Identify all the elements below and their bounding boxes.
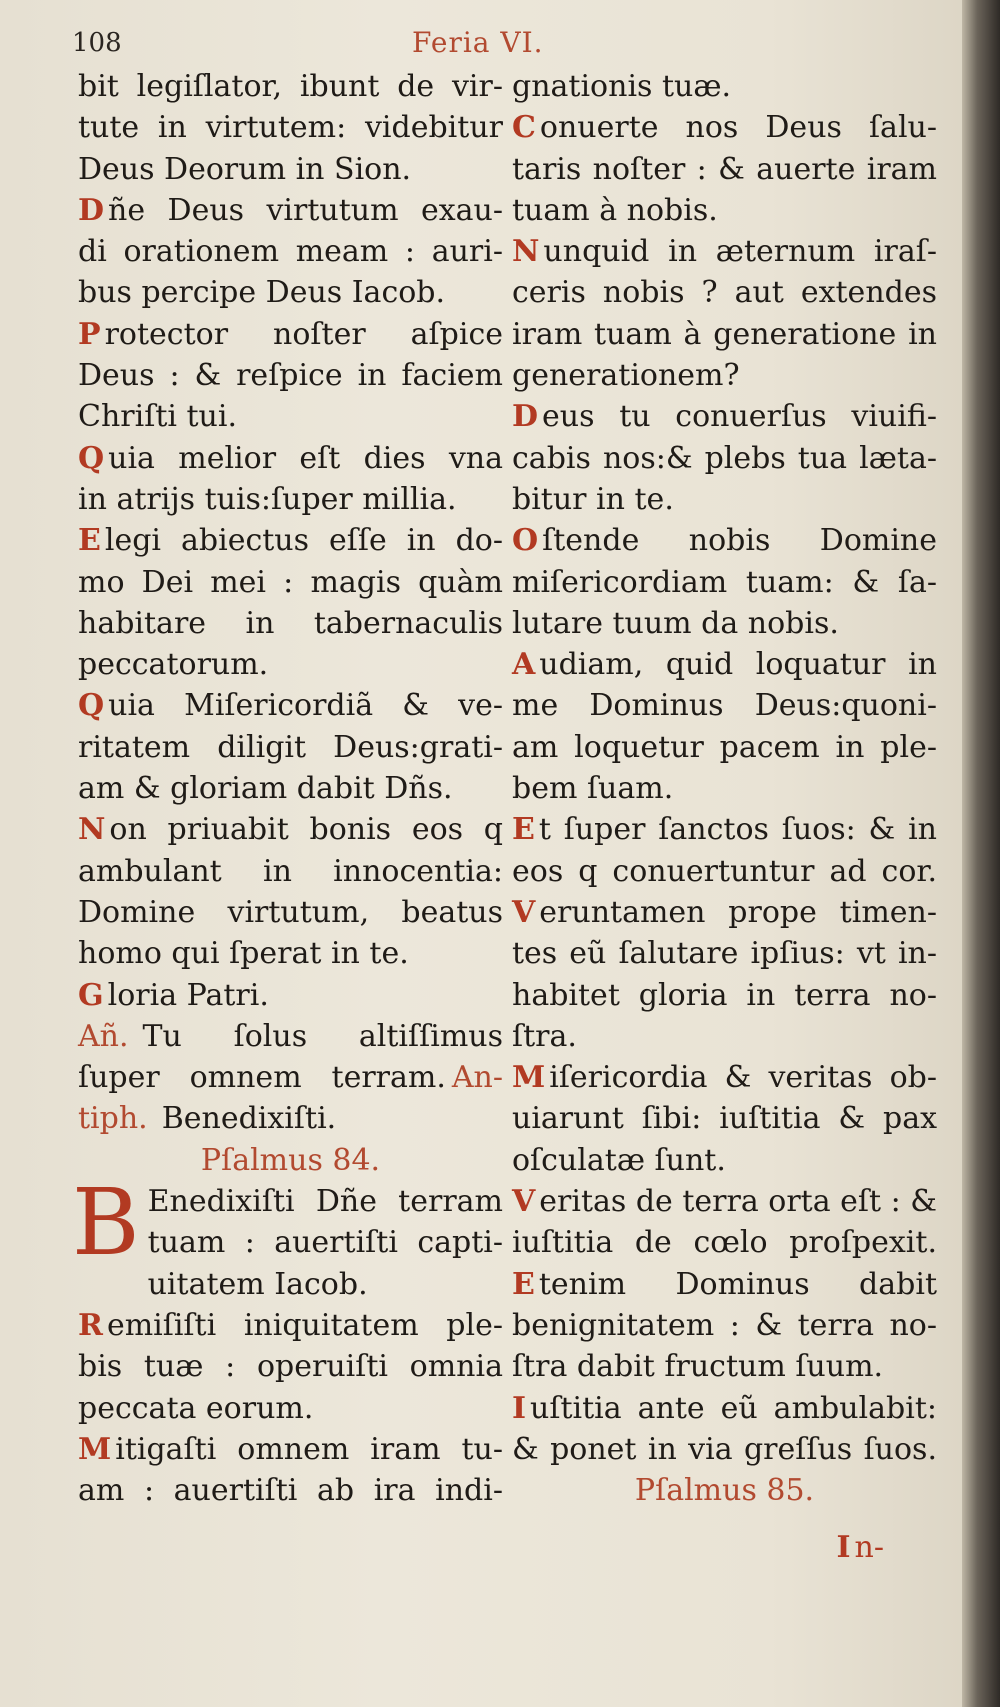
running-head: Feria VI.	[412, 26, 544, 59]
verse-line	[512, 149, 937, 190]
verse-text: uſtitia ante eũ ambulabit:	[530, 1390, 937, 1426]
verse-text: taris noſter : & auerte iram	[512, 151, 937, 187]
verse-line	[512, 933, 937, 974]
verse-text: gnationis tuæ.	[512, 69, 732, 104]
verse-text: generationem?	[512, 358, 740, 394]
verse-line	[512, 892, 937, 933]
psalm-heading: Pſalmus 85.	[634, 1473, 815, 1509]
verse-line	[512, 438, 937, 479]
verse-initial: N	[78, 812, 106, 848]
verse-text: di orationem meam : auri-	[78, 234, 503, 270]
verse-line	[512, 1140, 937, 1181]
verse-line	[512, 562, 937, 603]
verse-line	[512, 396, 937, 437]
verse-line	[78, 768, 503, 809]
verse-line	[78, 975, 503, 1016]
verse-line	[512, 768, 937, 809]
verse-line	[78, 520, 503, 561]
verse-text: homo qui ſperat in te.	[78, 936, 409, 972]
verse-text: ritatem diligit Deus:grati-	[78, 729, 503, 765]
verse-text: ambulant in innocentia:	[78, 853, 503, 889]
verse-text: lutare tuum da nobis.	[512, 605, 839, 641]
verse-line	[78, 644, 503, 685]
verse-text: mo Dei mei : magis quàm	[78, 564, 503, 600]
verse-line	[78, 355, 503, 396]
verse-text: oſculatæ ſunt.	[512, 1142, 726, 1178]
verse-text: am loquetur pacem in ple-	[512, 729, 937, 765]
verse-text: itigaſti omnem iram tu-	[115, 1431, 503, 1467]
verse-line	[512, 1305, 937, 1346]
verse-line	[78, 933, 503, 974]
verse-line	[512, 520, 937, 561]
verse-text: benignitatem : & terra no-	[512, 1307, 937, 1343]
verse-initial: D	[78, 192, 105, 228]
verse-line	[78, 149, 503, 190]
verse-text: Benedixiſti.	[161, 1101, 337, 1137]
page-edge-shadow	[962, 0, 1000, 1707]
drop-cap-block	[72, 1169, 503, 1277]
verse-text: peccatorum.	[78, 647, 269, 683]
verse-text: iſericordia & veritas ob-	[549, 1060, 937, 1096]
psalm-heading: Pſalmus 84.	[200, 1142, 381, 1178]
drop-cap-initial: B	[72, 1169, 140, 1277]
verse-text: miſericordiam tuam: & ſa-	[512, 564, 937, 600]
verse-line	[512, 1264, 937, 1305]
verse-line	[78, 809, 503, 850]
verse-text: ſtra dabit fructum ſuum.	[512, 1349, 884, 1385]
verse-initial: C	[512, 110, 536, 146]
verse-line	[78, 562, 503, 603]
verse-line	[78, 396, 503, 437]
verse-line	[78, 603, 503, 644]
verse-text: bus percipe Deus Iacob.	[78, 275, 446, 311]
verse-text: rotector noſter aſpice	[104, 316, 503, 352]
verse-initial: E	[512, 1266, 535, 1302]
verse-text: iuſtitia de cœlo proſpexit.	[512, 1225, 937, 1261]
verse-text: eus tu conuerſus viuifi-	[542, 399, 937, 435]
verse-initial: I	[512, 1390, 527, 1426]
verse-line	[512, 685, 937, 726]
catchword-text: n-	[854, 1530, 884, 1565]
verse-line	[512, 314, 937, 355]
verse-line	[512, 644, 937, 685]
verse-initial: Q	[78, 688, 105, 724]
verse-text: eritas de terra orta eſt : &	[539, 1184, 937, 1220]
verse-text: Deus : & reſpice in faciem	[78, 358, 503, 394]
verse-line	[78, 727, 503, 768]
verse-line	[512, 272, 937, 313]
verse-text: uia melior eſt dies vna	[108, 440, 503, 476]
verse-line	[512, 1222, 937, 1263]
verse-line	[512, 107, 937, 148]
verse-text: am : auertiſti ab ira indi-	[78, 1473, 503, 1509]
verse-text: legi abiectus eſſe in do-	[104, 523, 503, 559]
verse-line	[78, 231, 503, 272]
verse-initial: P	[78, 316, 101, 352]
verse-text: uitatem Iacob.	[147, 1266, 368, 1302]
verse-line	[512, 851, 937, 892]
verse-line	[512, 66, 937, 107]
verse-line	[78, 314, 503, 355]
verse-text: eos q conuertuntur ad cor.	[512, 853, 937, 889]
verse-line	[78, 851, 503, 892]
verse-text: in atrijs tuis:ſuper millia.	[78, 481, 457, 517]
rubric-label: Añ.	[78, 1018, 129, 1054]
verse-line	[78, 479, 503, 520]
verse-text: onuerte nos Deus ſalu-	[539, 110, 937, 146]
verse-text: bitur in te.	[512, 481, 674, 517]
verse-initial: O	[512, 523, 539, 559]
verse-line	[512, 1388, 937, 1429]
verse-text: habitare in tabernaculis	[78, 605, 503, 641]
verse-text: ceris nobis ? aut extendes	[512, 275, 937, 311]
verse-line: Enedixiſti Dñe terram	[147, 1184, 503, 1220]
verse-line	[512, 975, 937, 1016]
verse-line	[512, 727, 937, 768]
verse-text: unquid in æternum iraſ-	[543, 234, 937, 270]
verse-line	[78, 1098, 503, 1139]
verse-text: Domine virtutum, beatus	[78, 894, 503, 930]
verse-initial: M	[512, 1060, 546, 1096]
verse-line	[78, 107, 503, 148]
catchword	[836, 1530, 884, 1565]
verse-line	[78, 1305, 503, 1346]
verse-text: uiarunt ſibi: iuſtitia & pax	[512, 1101, 937, 1137]
verse-initial: M	[78, 1431, 112, 1467]
left-column	[72, 66, 503, 1511]
verse-line	[512, 1016, 937, 1057]
verse-line	[512, 603, 937, 644]
verse-text: am & gloriam dabit Dñs.	[78, 771, 453, 807]
verse-line	[78, 272, 503, 313]
verse-initial: D	[512, 399, 539, 435]
verse-text: ſtende nobis Domine	[542, 523, 937, 559]
verse-text: cabis nos:& plebs tua læta-	[512, 440, 937, 476]
verse-line: tuam : auertiſti capti-	[147, 1225, 503, 1261]
verse-text: udiam, quid loquatur in	[539, 647, 937, 683]
verse-line	[512, 1057, 937, 1098]
verse-text: eruntamen prope timen-	[539, 894, 937, 930]
verse-initial: R	[78, 1307, 103, 1343]
verse-text: bis tuæ : operuiſti omnia	[78, 1349, 503, 1385]
verse-text: ſtra.	[512, 1018, 577, 1054]
verse-text: emiſiſti iniquitatem ple-	[106, 1307, 503, 1343]
verse-text: on priuabit bonis eos q	[109, 812, 503, 848]
verse-line	[78, 1057, 503, 1098]
verse-text: tes eũ ſalutare ipſius: vt in-	[512, 936, 937, 972]
verse-initial: V	[512, 894, 536, 930]
verse-line	[78, 685, 503, 726]
verse-text: Deus Deorum in Sion.	[78, 151, 412, 187]
verse-line	[78, 1016, 503, 1057]
verse-line	[78, 66, 503, 107]
verse-text: tute in virtutem: videbitur	[78, 110, 503, 146]
page-header	[72, 22, 902, 62]
verse-line	[78, 892, 503, 933]
verse-text: ſuper omnem terram.	[78, 1060, 446, 1096]
verse-initial: Q	[78, 440, 105, 476]
verse-text: habitet gloria in terra no-	[512, 977, 937, 1013]
verse-text: ñe Deus virtutum exau-	[108, 192, 503, 228]
verse-line	[512, 190, 937, 231]
verse-text: Tu ſolus altiſſimus	[142, 1018, 503, 1054]
verse-line	[512, 355, 937, 396]
verse-line	[512, 1346, 937, 1387]
verse-initial: E	[512, 812, 535, 848]
verse-line	[512, 1181, 937, 1222]
verse-line	[78, 1388, 503, 1429]
verse-text: Chriſti tui.	[78, 399, 238, 435]
right-column	[512, 66, 937, 1511]
verse-initial: A	[512, 647, 536, 683]
verse-text: tuam à nobis.	[512, 192, 718, 228]
verse-text: iram tuam à generatione in	[512, 316, 937, 352]
verse-line	[78, 1429, 503, 1470]
verse-initial: E	[78, 523, 101, 559]
verse-text: bem ſuam.	[512, 771, 674, 807]
verse-initial: N	[512, 234, 540, 270]
verse-line	[78, 1264, 503, 1305]
verse-text: & ponet in via greſſus ſuos.	[512, 1431, 937, 1467]
verse-line	[78, 438, 503, 479]
verse-line	[512, 1429, 937, 1470]
verse-line	[78, 190, 503, 231]
page-number: 108	[72, 28, 122, 58]
rubric-label: tiph.	[78, 1101, 148, 1137]
verse-line	[78, 1470, 503, 1511]
verse-text: loria Patri.	[107, 977, 269, 1013]
rubric-label: An-	[451, 1060, 503, 1096]
verse-initial: V	[512, 1184, 536, 1220]
verse-text: me Dominus Deus:quoni-	[512, 688, 937, 724]
verse-line	[512, 231, 937, 272]
verse-text: bit legiſlator, ibunt de vir-	[78, 69, 503, 104]
verse-line	[512, 809, 937, 850]
catchword-initial: I	[836, 1530, 851, 1565]
verse-text: t ſuper ſanctos ſuos: & in	[538, 812, 937, 848]
verse-line	[512, 1098, 937, 1139]
verse-text: peccata eorum.	[78, 1390, 314, 1426]
verse-text: uia Miſericordiã & ve-	[108, 688, 503, 724]
verse-initial: G	[78, 977, 104, 1013]
verse-text: tenim Dominus dabit	[538, 1266, 937, 1302]
verse-line	[78, 1346, 503, 1387]
verse-line	[512, 479, 937, 520]
